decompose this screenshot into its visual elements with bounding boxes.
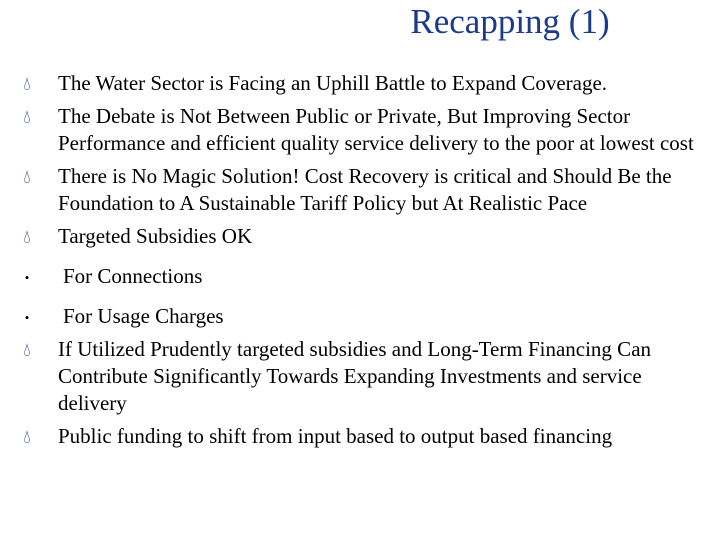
- bullet-text: Public funding to shift from input based to output based financing: [58, 424, 613, 448]
- bullet-item: [18, 263, 708, 290]
- bullet-text: The Water Sector is Facing an Uphill Battle to Expand Coverage.: [58, 71, 608, 95]
- bullet-text: Targeted Subsidies OK: [58, 224, 253, 248]
- dot-icon: •: [24, 270, 30, 285]
- bullet-item: [18, 103, 708, 157]
- bullet-text: For Connections: [63, 264, 203, 288]
- water-drop-icon: 💧︎: [23, 107, 31, 128]
- bullet-item: [18, 336, 708, 417]
- bullet-item: [18, 163, 708, 217]
- dot-icon: •: [24, 310, 30, 325]
- bullet-item: [18, 423, 708, 450]
- water-drop-icon: 💧︎: [23, 427, 31, 448]
- water-drop-icon: 💧︎: [23, 340, 31, 361]
- bullet-text: If Utilized Prudently targeted subsidies and Long-Term Financing Can Contribute Significantly Towards Expanding Investments and service delivery: [58, 337, 652, 415]
- bullet-text: For Usage Charges: [63, 304, 224, 328]
- bullet-text: The Debate is Not Between Public or Private, But Improving Sector Performance and efficient quality service delivery to the poor at lowest cost: [58, 104, 694, 155]
- slide-title: Recapping (1): [410, 2, 610, 41]
- water-drop-icon: 💧︎: [23, 167, 31, 188]
- bullet-item: [18, 223, 708, 250]
- bullet-item: [18, 70, 708, 97]
- bullet-item: [18, 303, 708, 330]
- water-drop-icon: 💧︎: [23, 227, 31, 248]
- bullet-list: [18, 70, 708, 450]
- bullet-text: There is No Magic Solution! Cost Recovery is critical and Should Be the Foundation to A Sustainable Tariff Policy but At Realistic Pace: [58, 164, 672, 215]
- water-drop-icon: 💧︎: [23, 74, 31, 95]
